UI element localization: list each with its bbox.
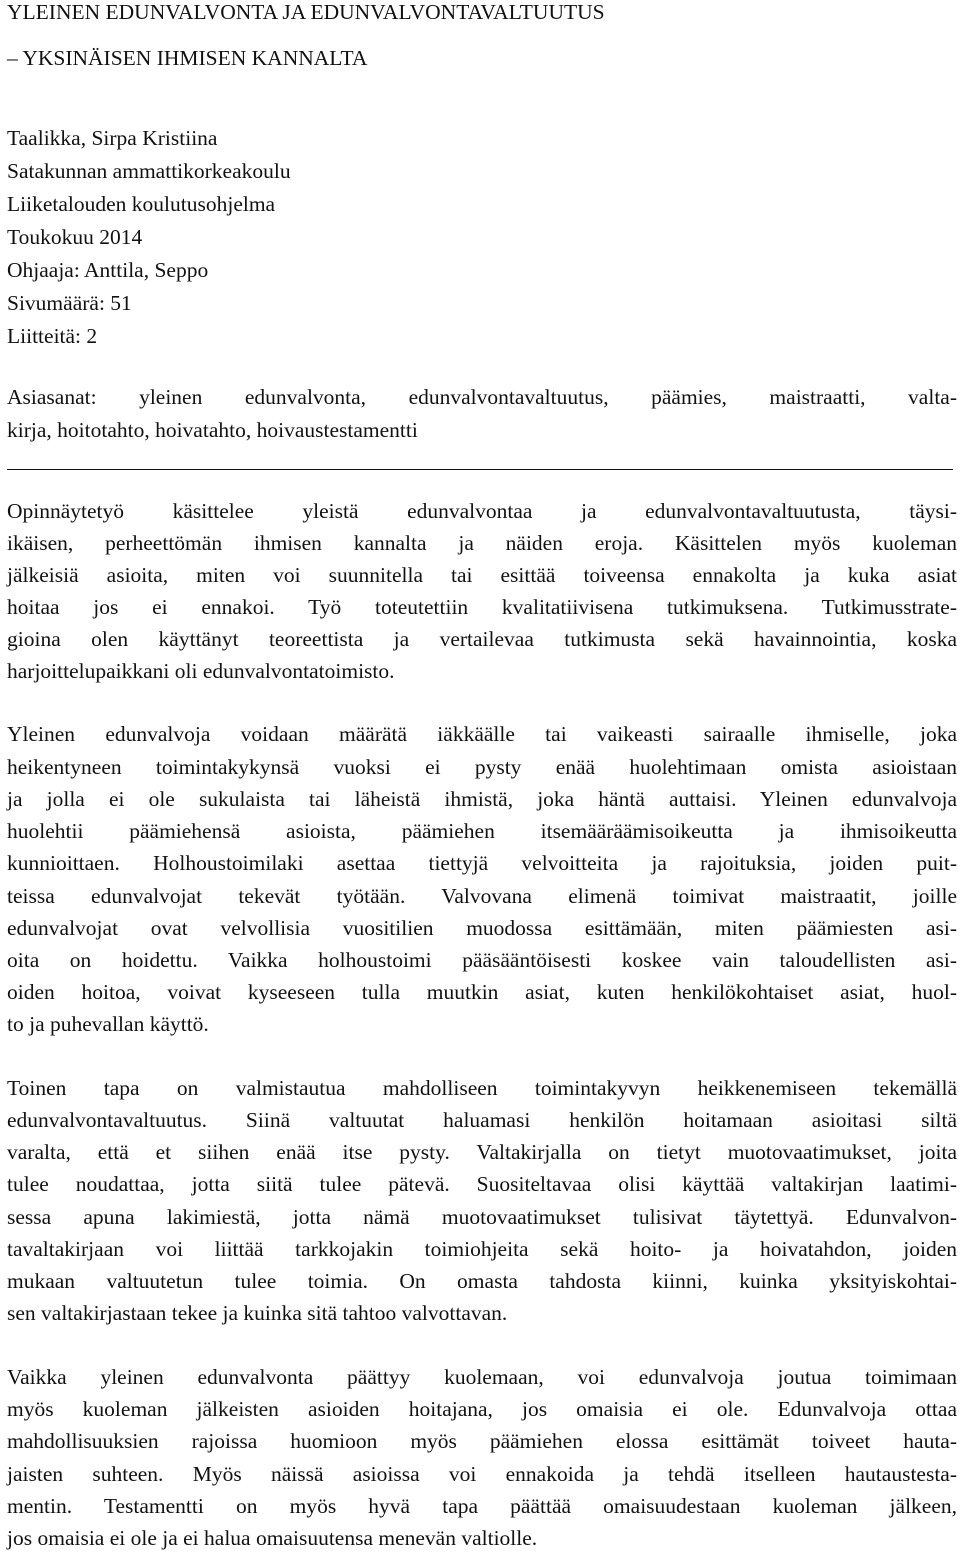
body-line: oita on hoidettu. Vaikka holhoustoimi pääsääntöisesti koskee vain taloudellisten asi- (7, 948, 957, 972)
abstract-line: gioina olen käyttänyt teoreettista ja vertailevaa tutkimusta sekä havainnointia, koska (7, 627, 957, 651)
abstract-line: ikäisen, perheettömän ihmisen kannalta ja näiden eroja. Käsittelen myös kuoleman (7, 531, 957, 555)
body-line: mukaan valtuutetun tulee toimia. On omasta tahdosta kiinni, kuinka yksityiskohtai- (7, 1269, 957, 1293)
abstract-line: jälkeisiä asioita, miten voi suunnitella tai esittää toiveensa ennakolta ja kuka asiat (7, 563, 957, 587)
school-name: Satakunnan ammattikorkeakoulu (7, 159, 291, 183)
body-line: myös kuoleman jälkeisten asioiden hoitajana, jos omaisia ei ole. Edunvalvoja ottaa (7, 1397, 957, 1421)
body-line: huolehtii päämiehensä asioista, päämiehen itsemääräämisoikeutta ja ihmisoikeutta (7, 819, 957, 843)
keywords-line: kirja, hoitotahto, hoivatahto, hoivaustestamentti (7, 418, 418, 442)
body-line: sen valtakirjastaan tekee ja kuinka sitä tahtoo valvottavan. (7, 1301, 508, 1325)
degree-programme: Liiketalouden koulutusohjelma (7, 192, 276, 216)
body-line: jaisten suhteen. Myös näissä asioissa voi ennakoida ja tehdä itselleen hautaustesta- (7, 1462, 957, 1486)
body-line: kunnioittaen. Holhoustoimilaki asettaa tiettyjä velvoitteita ja rajoituksia, joiden puit- (7, 851, 957, 875)
publication-date: Toukokuu 2014 (7, 225, 143, 249)
author-name: Taalikka, Sirpa Kristiina (7, 126, 218, 150)
body-line: tavaltakirjaan voi liittää tarkkojakin toimiohjeita sekä hoito- ja hoivatahdon, joiden (7, 1237, 957, 1261)
supervisor: Ohjaaja: Anttila, Seppo (7, 258, 209, 282)
body-line: heikentyneen toimintakykynsä vuoksi ei pysty enää huolehtimaan omista asioistaan (7, 755, 957, 779)
body-line: edunvalvojat ovat velvollisia vuositilien muodossa esittämään, miten päämiesten asi- (7, 916, 957, 940)
body-line: ja jolla ei ole sukulaista tai läheistä ihmistä, joka häntä auttaisi. Yleinen edunvalvoja (7, 787, 957, 811)
body-line: teissa edunvalvojat tekevät työtään. Valvovana elimenä toimivat maistraatit, joille (7, 884, 957, 908)
body-line: edunvalvontavaltuutus. Siinä valtuutat haluamasi henkilön hoitamaan asioitasi siltä (7, 1108, 957, 1132)
keywords-line: Asiasanat: yleinen edunvalvonta, edunvalvontavaltuutus, päämies, maistraatti, valta- (7, 385, 957, 409)
body-line: tulee noudattaa, jotta siitä tulee pätevä. Suositeltavaa olisi käyttää valtakirjan laatimi- (7, 1172, 957, 1196)
body-line: Yleinen edunvalvoja voidaan määrätä iäkkäälle tai vaikeasti sairaalle ihmiselle, joka (7, 722, 957, 746)
abstract-line: Opinnäytetyö käsittelee yleistä edunvalvontaa ja edunvalvontavaltuutusta, täysi- (7, 499, 957, 523)
title-line-2: – YKSINÄISEN IHMISEN KANNALTA (7, 46, 368, 70)
body-line: mentin. Testamentti on myös hyvä tapa päättää omaisuudestaan kuoleman jälkeen, (7, 1494, 957, 1518)
title-line-1: YLEINEN EDUNVALVONTA JA EDUNVALVONTAVALTUUTUS (7, 0, 605, 24)
body-line: sessa apuna lakimiestä, jotta nämä muotovaatimukset tulisivat täytettyä. Edunvalvon- (7, 1205, 957, 1229)
body-line: varalta, että et siihen enää itse pysty. Valtakirjalla on tietyt muotovaatimukset, joita (7, 1140, 957, 1164)
body-line: to ja puhevallan käyttö. (7, 1012, 209, 1036)
abstract-line: hoitaa jos ei ennakoi. Työ toteutettiin kvalitatiivisena tutkimuksena. Tutkimusstrate- (7, 595, 957, 619)
abstract-line: harjoittelupaikkani oli edunvalvontatoimisto. (7, 659, 395, 683)
page-count: Sivumäärä: 51 (7, 291, 132, 315)
body-line: Toinen tapa on valmistautua mahdolliseen toimintakyvyn heikkenemiseen tekemällä (7, 1076, 957, 1100)
body-line: mahdollisuuksien rajoissa huomioon myös päämiehen elossa esittämät toiveet hauta- (7, 1429, 957, 1453)
body-line: oiden hoitoa, voivat kyseeseen tulla muutkin asiat, kuten henkilökohtaiset asiat, huol- (7, 980, 957, 1004)
body-line: Vaikka yleinen edunvalvonta päättyy kuolemaan, voi edunvalvoja joutua toimimaan (7, 1365, 957, 1389)
body-line: jos omaisia ei ole ja ei halua omaisuutensa menevän valtiolle. (7, 1526, 538, 1550)
section-divider (7, 469, 953, 470)
appendix-count: Liitteitä: 2 (7, 324, 98, 348)
